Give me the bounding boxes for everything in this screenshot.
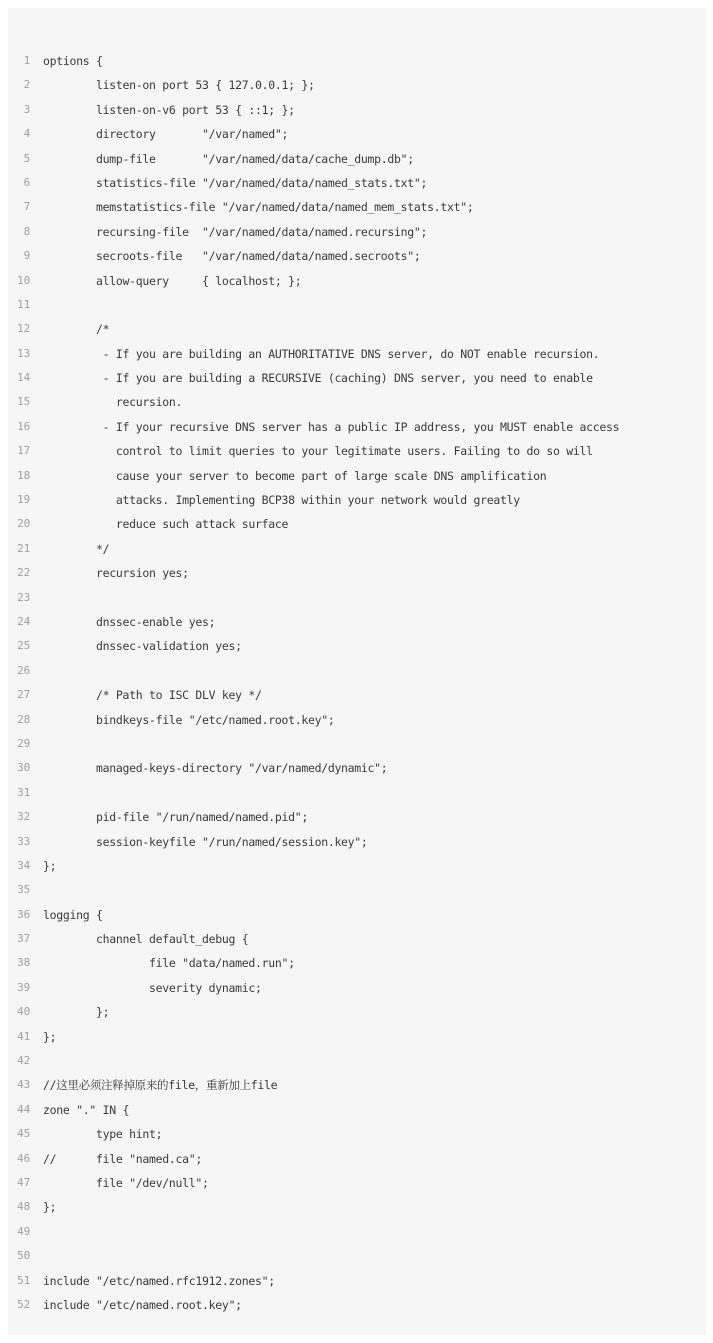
- line-text: listen-on-v6 port 53 { ::1; };: [43, 102, 295, 117]
- code-line: [8, 708, 706, 732]
- line-number: 37: [17, 932, 30, 946]
- code-line: [8, 659, 706, 683]
- code-line: [8, 903, 706, 927]
- line-number: 41: [17, 1029, 30, 1043]
- line-text: recursion yes;: [43, 566, 189, 581]
- code-line: [8, 220, 706, 244]
- line-text: managed-keys-directory "/var/named/dynamic";: [43, 761, 388, 776]
- line-text: statistics-file "/var/named/data/named_stats.txt";: [43, 175, 428, 190]
- line-text: directory "/var/named";: [43, 127, 289, 142]
- line-text: /* Path to ISC DLV key */: [43, 688, 262, 703]
- code-line: [8, 1244, 706, 1268]
- line-text: attacks. Implementing BCP38 within your network would greatly: [43, 493, 520, 508]
- line-text: severity dynamic;: [43, 980, 262, 995]
- line-number: 23: [17, 590, 30, 604]
- line-text: };: [43, 1005, 110, 1020]
- code-line: [8, 878, 706, 902]
- code-line: [8, 439, 706, 463]
- line-number: 9: [23, 249, 30, 263]
- line-text: reduce such attack surface: [43, 517, 289, 532]
- line-number: 34: [17, 858, 30, 872]
- line-number: 28: [17, 712, 30, 726]
- line-text: //这里必须注释掉原来的file，重新加上file: [43, 1078, 278, 1093]
- line-number: 7: [23, 200, 30, 214]
- line-number: 26: [17, 663, 30, 677]
- line-number: 3: [23, 102, 30, 116]
- code-line: [8, 1025, 706, 1049]
- code-line: [8, 512, 706, 536]
- line-text: dnssec-validation yes;: [43, 639, 242, 654]
- code-line: [8, 1098, 706, 1122]
- code-line: [8, 732, 706, 756]
- line-number: 18: [17, 468, 30, 482]
- line-text: include "/etc/named.rfc1912.zones";: [43, 1273, 275, 1288]
- line-text: session-keyfile "/run/named/session.key";: [43, 834, 368, 849]
- line-text: - If you are building a RECURSIVE (caching) DNS server, you need to enable: [43, 371, 593, 386]
- code-line: [8, 147, 706, 171]
- line-number: 1: [23, 54, 30, 67]
- line-number: 6: [23, 175, 30, 189]
- line-text: - If your recursive DNS server has a public IP address, you MUST enable access: [43, 419, 620, 434]
- line-number: 43: [17, 1078, 30, 1092]
- code-line: [8, 122, 706, 146]
- code-line: [8, 561, 706, 585]
- line-text: listen-on port 53 { 127.0.0.1; };: [43, 78, 315, 93]
- line-text: zone "." IN {: [43, 1102, 130, 1117]
- code-line: [8, 171, 706, 195]
- line-number: 40: [17, 1005, 30, 1019]
- code-line: [8, 195, 706, 219]
- line-number: 31: [17, 785, 30, 799]
- code-line: [8, 805, 706, 829]
- line-number: 32: [17, 810, 30, 824]
- code-line: [8, 976, 706, 1000]
- line-text: file "data/named.run";: [43, 956, 295, 971]
- code-line: [8, 1049, 706, 1073]
- code-line: [8, 634, 706, 658]
- line-number: 12: [17, 322, 30, 336]
- line-number: 38: [17, 956, 30, 970]
- code-line: [8, 390, 706, 414]
- code-line: [8, 610, 706, 634]
- line-number: 21: [17, 541, 30, 555]
- code-line: [8, 854, 706, 878]
- line-number: 24: [17, 614, 30, 628]
- line-number: 4: [23, 127, 30, 141]
- line-number: 8: [23, 224, 30, 238]
- line-number: 30: [17, 761, 30, 775]
- code-line: [8, 1269, 706, 1293]
- line-number: 44: [17, 1102, 30, 1116]
- line-number: 20: [17, 517, 30, 531]
- code-line: [8, 1000, 706, 1024]
- line-number: 48: [17, 1200, 30, 1214]
- code-line: [8, 756, 706, 780]
- code-line: [8, 464, 706, 488]
- code-line: [8, 1220, 706, 1244]
- code-line: [8, 49, 706, 73]
- line-number: 15: [17, 395, 30, 409]
- line-number: 17: [17, 444, 30, 458]
- line-text: options {: [43, 54, 103, 68]
- line-text: channel default_debug {: [43, 932, 249, 947]
- code-line: [8, 1195, 706, 1219]
- code-line: [8, 317, 706, 341]
- code-line: [8, 366, 706, 390]
- code-line: [8, 415, 706, 439]
- line-text: type hint;: [43, 1127, 163, 1142]
- line-number: 52: [17, 1297, 30, 1311]
- code-line: [8, 488, 706, 512]
- line-number: 39: [17, 980, 30, 994]
- line-number: 13: [17, 346, 30, 360]
- line-number: 50: [17, 1249, 30, 1263]
- line-number: 47: [17, 1175, 30, 1189]
- code-block: [8, 8, 706, 1335]
- code-line: [8, 293, 706, 317]
- line-number: 2: [23, 78, 30, 92]
- line-number: 5: [23, 151, 30, 165]
- line-text: memstatistics-file "/var/named/data/named_mem_stats.txt";: [43, 200, 474, 215]
- line-number: 51: [17, 1273, 30, 1287]
- line-number: 36: [17, 907, 30, 921]
- line-text: };: [43, 1200, 57, 1215]
- line-number: 16: [17, 419, 30, 433]
- line-text: allow-query { localhost; };: [43, 273, 302, 288]
- line-text: cause your server to become part of large scale DNS amplification: [43, 468, 547, 483]
- line-text: - If you are building an AUTHORITATIVE DNS server, do NOT enable recursion.: [43, 346, 600, 361]
- code-line: [8, 244, 706, 268]
- code-line: [8, 1293, 706, 1317]
- line-text: /*: [43, 322, 110, 337]
- line-text: include "/etc/named.root.key";: [43, 1297, 242, 1312]
- line-text: dnssec-enable yes;: [43, 614, 216, 629]
- line-number: 10: [17, 273, 30, 287]
- line-number: 11: [17, 297, 30, 311]
- code-line: [8, 683, 706, 707]
- code-line: [8, 586, 706, 610]
- code-line: [8, 1147, 706, 1171]
- code-lines: [8, 49, 706, 1317]
- line-number: 19: [17, 493, 30, 507]
- line-number: 22: [17, 566, 30, 580]
- line-number: 42: [17, 1054, 30, 1068]
- line-text: */: [43, 541, 110, 556]
- line-number: 45: [17, 1127, 30, 1141]
- code-line: [8, 1073, 706, 1097]
- code-line: [8, 1171, 706, 1195]
- line-number: 46: [17, 1151, 30, 1165]
- code-line: [8, 537, 706, 561]
- line-number: 49: [17, 1224, 30, 1238]
- line-number: 14: [17, 371, 30, 385]
- code-line: [8, 98, 706, 122]
- line-text: recursing-file "/var/named/data/named.recursing";: [43, 224, 428, 239]
- line-text: logging {: [43, 907, 103, 922]
- code-line: [8, 927, 706, 951]
- line-number: 27: [17, 688, 30, 702]
- line-text: bindkeys-file "/etc/named.root.key";: [43, 712, 335, 727]
- line-text: pid-file "/run/named/named.pid";: [43, 810, 308, 825]
- line-number: 33: [17, 834, 30, 848]
- line-number: 25: [17, 639, 30, 653]
- code-line: [8, 830, 706, 854]
- code-line: [8, 342, 706, 366]
- code-line: [8, 951, 706, 975]
- line-text: dump-file "/var/named/data/cache_dump.db";: [43, 151, 414, 166]
- code-line: [8, 269, 706, 293]
- code-line: [8, 1122, 706, 1146]
- line-text: };: [43, 1029, 57, 1044]
- line-text: control to limit queries to your legitimate users. Failing to do so will: [43, 444, 593, 459]
- code-line: [8, 781, 706, 805]
- line-text: };: [43, 858, 57, 873]
- line-number: 35: [17, 883, 30, 897]
- line-text: file "/dev/null";: [43, 1175, 209, 1190]
- code-line: [8, 73, 706, 97]
- line-text: secroots-file "/var/named/data/named.secroots";: [43, 249, 421, 264]
- line-number: 29: [17, 736, 30, 750]
- line-text: recursion.: [43, 395, 183, 410]
- line-text: // file "named.ca";: [43, 1151, 202, 1166]
